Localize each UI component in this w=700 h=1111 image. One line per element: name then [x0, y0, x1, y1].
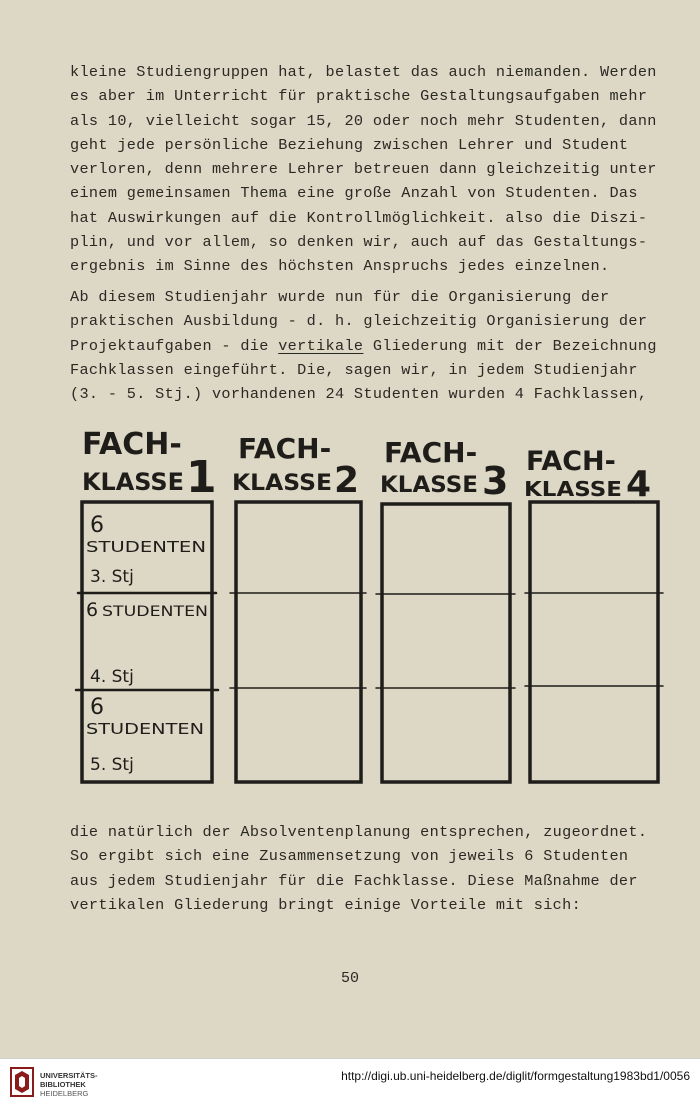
svg-text:6: 6 [86, 599, 99, 621]
svg-text:FACH-: FACH- [526, 446, 616, 477]
paragraph-1 [70, 60, 680, 279]
row-label-4-stj [86, 599, 208, 687]
fachklassen-diagram [70, 420, 680, 800]
svg-text:2: 2 [334, 460, 360, 501]
text-line: ergebnis im Sinne des höchsten Anspruchs jedes einzelnen. [70, 257, 610, 276]
text-line: (3. - 5. Stj.) vorhandenen 24 Studenten wurden 4 Fachklassen, [70, 385, 648, 404]
svg-text:6: 6 [90, 695, 104, 720]
class-column-4 [530, 502, 658, 782]
text-line: geht jede persönliche Beziehung zwischen Lehrer und Student [70, 135, 629, 154]
svg-text:FACH-: FACH- [82, 427, 182, 462]
text-line: als 10, vielleicht sogar 15, 20 oder noch mehr Studenten, dann [70, 111, 657, 130]
svg-text:3: 3 [482, 459, 509, 503]
svg-text:STUDENTEN: STUDENTEN [86, 538, 206, 556]
paragraph-2 [70, 285, 680, 406]
text-line: einem gemeinsamen Thema eine große Anzahl von Studenten. Das [70, 184, 638, 203]
class-heading-2 [232, 432, 359, 501]
class-heading-4 [524, 446, 651, 505]
text-line: hat Auswirkungen auf die Kontrollmöglichkeit. also die Diszi- [70, 208, 648, 227]
text-line: kleine Studiengruppen hat, belastet das auch niemanden. Werden [70, 63, 657, 81]
svg-text:STUDENTEN: STUDENTEN [102, 604, 208, 620]
text-line: praktischen Ausbildung - d. h. gleichzeitig Organisierung der [70, 312, 648, 331]
text-line: plin, und vor allem, so denken wir, auch auf das Gestaltungs- [70, 233, 648, 252]
svg-text:6: 6 [90, 513, 104, 538]
row-label-5-stj [86, 695, 204, 775]
text-line: Ab diesem Studienjahr wurde nun für die Organisierung der [70, 288, 610, 306]
text-segment: Projektaufgaben - die [70, 336, 279, 355]
text-segment: Gliederung mit der Bezeichnung [363, 336, 657, 355]
text-line: verloren, denn mehrere Lehrer betreuen dann gleichzeitig unter [70, 160, 657, 179]
ub-heidelberg-logo-icon [10, 1067, 34, 1097]
class-column-2 [236, 502, 361, 782]
svg-text:KLASSE: KLASSE [82, 468, 184, 496]
viewer-footer [0, 1058, 700, 1111]
text-line: vertikalen Gliederung bringt einige Vorteile mit sich: [70, 895, 582, 914]
svg-text:5. Stj: 5. Stj [90, 755, 134, 775]
underlined-word: vertikale [278, 336, 364, 355]
svg-text:1: 1 [186, 452, 217, 503]
svg-text:4: 4 [626, 464, 652, 505]
svg-text:FACH-: FACH- [384, 436, 478, 469]
permalink-url[interactable]: http://digi.ub.uni-heidelberg.de/diglit/formgestaltung1983bd1/0056 [341, 1069, 690, 1083]
class-column-3 [382, 504, 510, 782]
svg-text:4. Stj: 4. Stj [90, 667, 134, 687]
svg-text:KLASSE: KLASSE [380, 473, 478, 498]
row-label-3-stj [86, 513, 206, 587]
library-name: UNIVERSITÄTS- BIBLIOTHEK HEIDELBERG [40, 1071, 98, 1098]
svg-text:KLASSE: KLASSE [524, 477, 622, 501]
svg-text:KLASSE: KLASSE [232, 471, 332, 496]
svg-text:FACH-: FACH- [238, 432, 332, 465]
class-heading-3 [380, 436, 508, 503]
text-line: So ergibt sich eine Zusammensetzung von jeweils 6 Studenten [70, 847, 629, 866]
text-line: aus jedem Studienjahr für die Fachklasse. Diese Maßnahme der [70, 871, 638, 890]
paragraph-3 [70, 820, 680, 917]
svg-text:STUDENTEN: STUDENTEN [86, 720, 204, 738]
class-heading-1 [82, 427, 217, 503]
text-line: es aber im Unterricht für praktische Gestaltungsaufgaben mehr [70, 87, 648, 106]
text-line: die natürlich der Absolventenplanung entsprechen, zugeordnet. [70, 823, 648, 841]
page-number: 50 [340, 970, 359, 987]
text-line: Fachklassen eingeführt. Die, sagen wir, in jedem Studienjahr [70, 360, 638, 379]
svg-text:3. Stj: 3. Stj [90, 567, 134, 587]
text-line [70, 334, 680, 358]
